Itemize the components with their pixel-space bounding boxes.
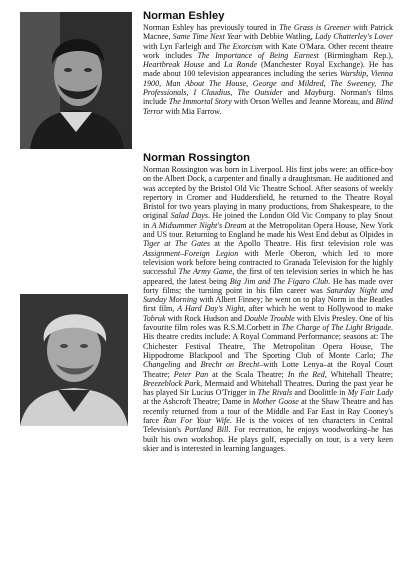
body-text: , Whitehall Theatre;: [324, 369, 393, 379]
title-text: La Ronde: [223, 60, 258, 70]
title-text: Saturday Night and Sunday Morning: [143, 285, 393, 305]
title-text: Heartbreak House: [143, 60, 205, 70]
body-text: , after which he went to Hollywood to make: [243, 304, 393, 314]
body-text: with Orson Welles and Jeanne Moreau, and: [231, 97, 376, 107]
title-text: Portland Bill: [184, 425, 229, 435]
body-text: and: [180, 360, 201, 370]
title-text: Assignment–Foreign Legion: [143, 248, 239, 258]
title-text: In the Red: [287, 369, 325, 379]
title-text: Tobruk: [143, 313, 166, 323]
body-text: with Rock Hudson and: [165, 313, 245, 323]
title-text: Run For Your Wife: [163, 416, 230, 426]
body-text: (Manchester Royal Exchange). He has made about 100 television appearances including the series: [143, 60, 393, 79]
title-text: Big Jim and The Figaro Club: [229, 276, 329, 286]
body-text: and: [204, 60, 224, 70]
title-text: Warship, Vienna 1900, Man About The House, George and Mildred, The Sweeney, The Professionals, I Claudius, The Outsider: [143, 69, 393, 98]
title-text: The Exorcism: [218, 41, 263, 51]
body-text: . He joined the London Old Vic Company to play Snout in: [143, 211, 393, 230]
body-text: Norman Eshley has previously toured in: [143, 23, 280, 32]
body-text: , Mermaid and Whitehall Theatres. During the past year he has played Sir Lucius O'Trigger in: [143, 378, 393, 398]
title-text: Brecht on Brecht: [200, 360, 260, 370]
eshley-name-heading: Norman Eshley: [143, 10, 225, 22]
rossington-bio-section: [143, 152, 393, 453]
eshley-bio-text: [143, 23, 393, 116]
body-text: with Mia Farrow.: [163, 106, 222, 116]
title-text: Salad Days: [170, 211, 208, 221]
title-text: Peter Pan: [173, 369, 209, 379]
title-text: The Army Game: [178, 267, 233, 277]
norman-rossington-photo: [20, 294, 128, 426]
body-text: at the Metropolitan Opera House, New York and US tour. Returning to England he made his West End debut as Olpides in: [143, 220, 394, 240]
title-text: The Charge of The Light Brigade: [281, 323, 391, 333]
body-text: with Lyn Farleigh and: [143, 41, 219, 51]
body-text: . He has made over forty films; the turning point in his film career was: [143, 276, 393, 295]
title-text: Double Trouble: [244, 313, 295, 323]
body-text: . Norman's films include: [143, 88, 393, 107]
title-text: Blind Terror: [143, 97, 393, 116]
title-text: Same Time Next Year: [172, 32, 242, 42]
title-text: Mayburg: [304, 88, 334, 98]
body-text: and: [282, 88, 305, 98]
portrait-image: [20, 294, 128, 426]
title-text: Breezeblock Park: [143, 378, 201, 388]
body-text: with Merle Oberon, which led to more television work before being contracted to Granada Television for the highly successful: [143, 248, 393, 277]
title-text: The Importance of Being Earnest: [197, 50, 319, 60]
portrait-image: [20, 12, 132, 149]
body-text: Norman Rossington was born in Liverpool. His first jobs were: an office-boy on the Albert Dock, a carpenter and finally a draughtsman. He auditioned and was accepted by the Bristol Old Vic Theatre School. After seasons of weekly repertory in Cromer and Huddersfield, he returned to the Theatre Royal Bristol for two years playing in many productions, from Shakespeare, to the original: [143, 165, 393, 221]
title-text: Lady Chatterley's Lover: [314, 32, 393, 42]
body-text: at the Shaw Theatre and has recently returned from a tour of the Middle and Far East in Ray Cooney's farce: [143, 397, 393, 426]
title-text: The Rivals: [257, 388, 293, 398]
title-text: The Changeling: [143, 350, 393, 370]
body-text: and Doolittle in: [292, 388, 348, 398]
norman-eshley-photo: [20, 12, 132, 149]
title-text: The Immortal Story: [168, 97, 232, 107]
body-text: with Kate O'Mara. Other recent theatre work includes: [143, 41, 393, 60]
body-text: . His theatre credits include: A Royal Command Performance; seasons at: The Chichester Festival Theatre, The Metropolitan Opera House, The Hippodrome Blackpool and The Sporting Club of Monte Carlo;: [143, 323, 393, 360]
eshley-bio-section: [143, 10, 393, 116]
body-text: with Patrick Macnee,: [143, 23, 393, 42]
title-text: My Fair Lady: [347, 388, 393, 398]
body-text: , the first of ten television series in which he has appeared, the latest being: [143, 267, 393, 286]
title-text: Mother Goose: [252, 397, 299, 407]
body-text: with Albert Finney; he went on to play Norm in the Beatles first film,: [143, 295, 394, 314]
title-text: A Midsummer Night's Dream: [151, 220, 247, 230]
title-text: A Hard Day's Night: [177, 304, 244, 314]
body-text: at the Ashcroft Theatre; Dame in: [143, 397, 253, 407]
title-text: Tiger at The Gates: [143, 239, 210, 249]
body-text: (Birmingham Rep.),: [318, 50, 393, 60]
body-text: –with Lotte Lenya–at the Royal Court Theatre;: [143, 360, 394, 379]
body-text: with Debbie Watling,: [241, 32, 315, 42]
rossington-bio-text: [143, 165, 393, 453]
title-text: The Grass is Greener: [279, 23, 351, 32]
body-text: at the Apollo Theatre. His first television role was: [209, 239, 393, 249]
body-text: with Elvis Presley. One of his favourite film roles was R.S.M.Corbett in: [143, 313, 393, 333]
body-text: at the Scala Theatre;: [208, 369, 288, 379]
body-text: . He is the voices of ten characters in Central Television's: [143, 416, 393, 435]
rossington-name-heading: Norman Rossington: [143, 152, 250, 164]
body-text: . For recreation, he enjoys woodworking–he has built his own workshop. He plays golf, especially on tour, is a very keen skier and is interested in learning languages.: [143, 425, 394, 453]
